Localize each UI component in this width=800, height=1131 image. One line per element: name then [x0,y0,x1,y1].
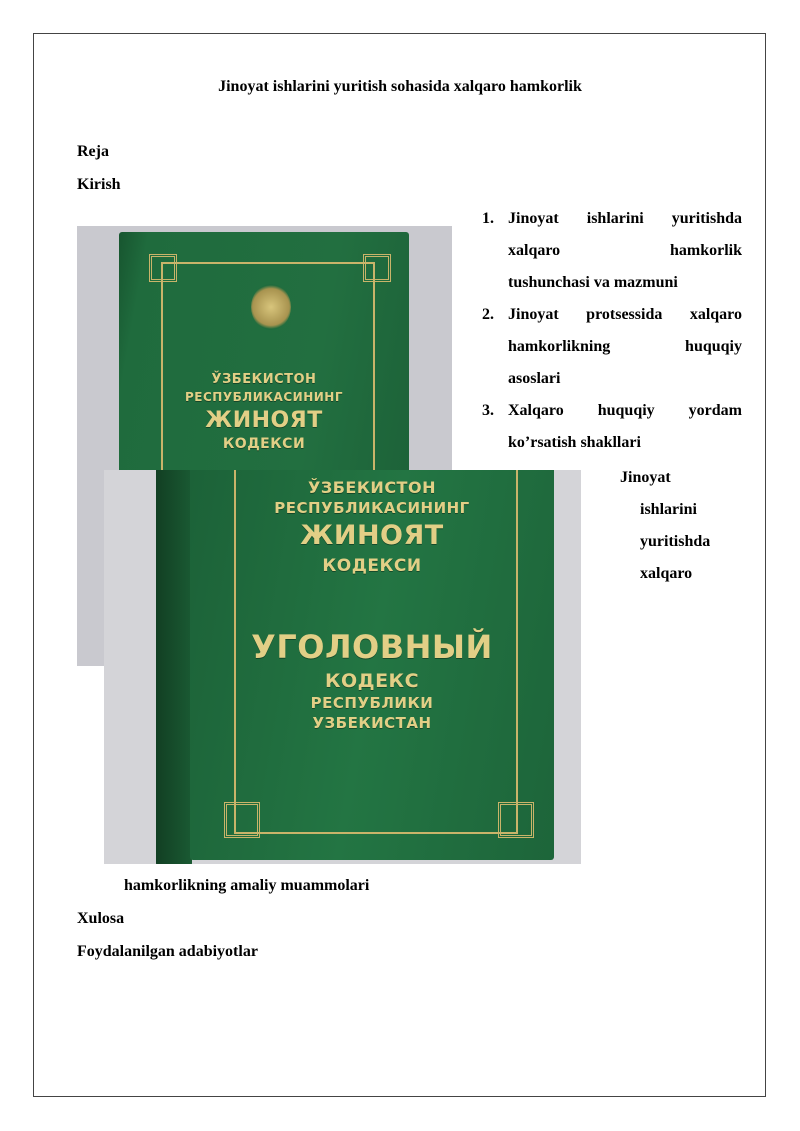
references-heading: Foydalanilgan adabiyotlar [77,943,258,960]
cover-line: ЖИНОЯТ [300,520,444,551]
cover-line: КОДЕКСИ [322,556,422,576]
toc-item-line: asoslari [508,370,561,387]
toc-item-line: Jinoyat protsessida xalqaro [508,306,742,323]
toc-item-number: 1. [482,210,494,227]
intro-heading: Kirish [77,176,121,193]
toc-item-4-word: ishlarini [640,501,697,518]
toc-item-number: 2. [482,306,494,323]
cover-line: ЎЗБЕКИСТОН [211,372,317,387]
book-spine [156,470,192,864]
toc-item-number: 3. [482,402,494,419]
conclusion-heading: Xulosa [77,910,125,927]
document-title: Jinoyat ishlarini yuritish sohasida xalqaro hamkorlik [218,78,582,95]
cover-line: РЕСПУБЛИКАСИНИНГ [185,390,343,404]
emblem-icon [251,284,291,330]
toc-item-4-word: xalqaro [640,565,693,582]
toc-item-1 [482,203,742,299]
cover-line: УЗБЕКИСТАН [312,714,432,732]
cover-line: РЕСПУБЛИКИ [310,694,434,712]
toc-item-4-word: Jinoyat [620,469,671,486]
ornament-icon [498,802,534,838]
book-photo-front [104,470,581,864]
toc-item-line: xalqaro hamkorlik [508,242,742,259]
toc-item-3 [482,395,742,459]
book-cover-front [190,470,554,860]
cover-line: УГОЛОВНЫЙ [251,628,493,666]
cover-line: РЕСПУБЛИКАСИНИНГ [274,499,470,517]
ornament-icon [224,802,260,838]
cover-line: ЖИНОЯТ [205,408,323,433]
cover-line: КОДЕКС [324,670,420,692]
toc-item-line: Jinoyat ishlarini yuritishda [508,210,742,227]
plan-heading: Reja [77,143,109,160]
table-of-contents [482,203,742,459]
toc-item-line: tushunchasi va mazmuni [508,274,678,291]
cover-line: КОДЕКСИ [222,436,306,452]
ornament-icon [149,254,177,282]
toc-item-line: Xalqaro huquqiy yordam [508,402,742,419]
toc-item-4-continuation: hamkorlikning amaliy muammolari [124,877,370,894]
toc-item-2 [482,299,742,395]
toc-item-line: hamkorlikning huquqiy [508,338,742,355]
ornament-icon [363,254,391,282]
cover-line: ЎЗБЕКИСТОН [308,478,436,497]
toc-item-line: ko’rsatish shakllari [508,434,641,451]
toc-item-4-word: yuritishda [640,533,711,550]
